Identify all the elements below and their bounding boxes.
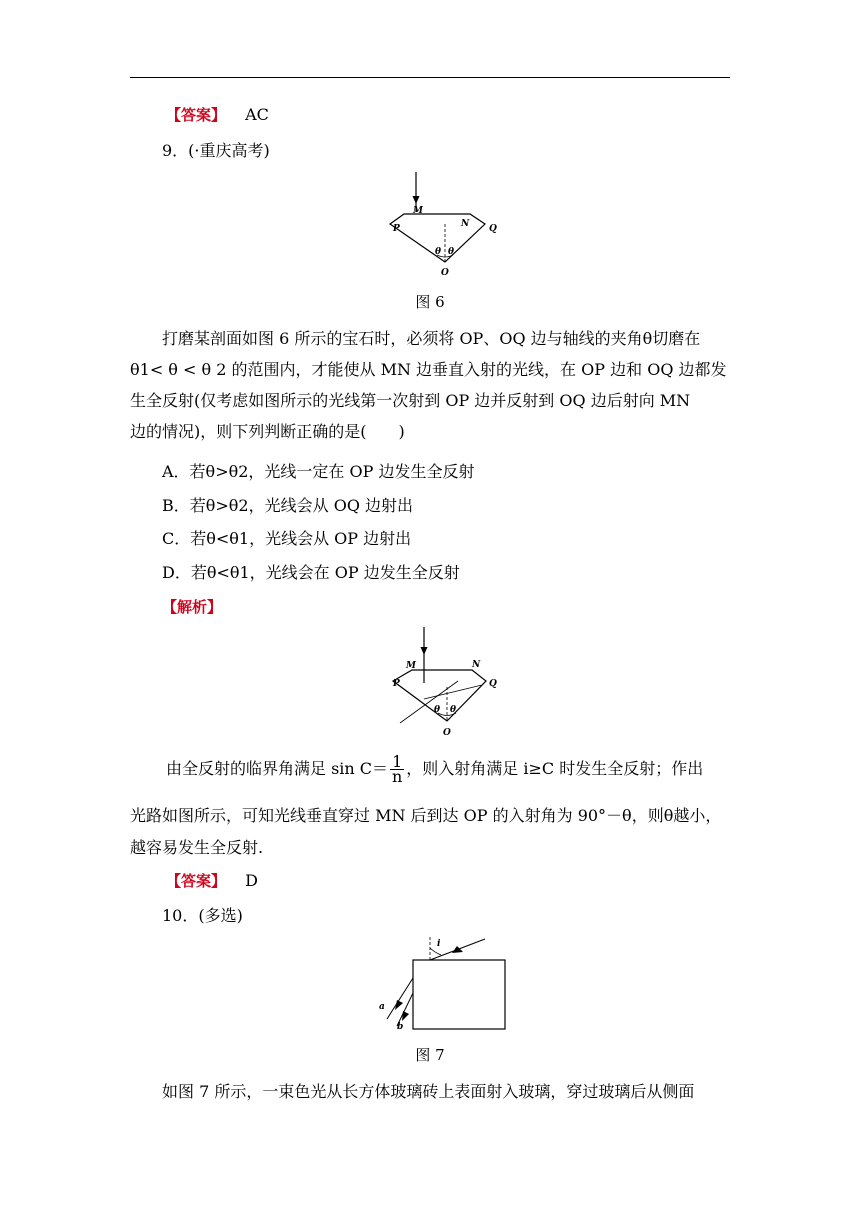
analysis-line-2: 光路如图所示，可知光线垂直穿过 MN 后到达 OP 的入射角为 90°－θ，则θ越小，: [130, 806, 722, 825]
analysis-heading: [130, 595, 762, 619]
q9-stem-1: 打磨某剖面如图 6 所示的宝石时，必须将 OP、OQ 边与轴线的夹角θ切磨在: [162, 329, 701, 348]
answer-line-9: [130, 869, 730, 893]
label-N: N: [461, 219, 470, 229]
label-b: b: [397, 1022, 404, 1032]
q10-stem-1: 如图 7 所示，一束色光从长方体玻璃砖上表面射入玻璃，穿过玻璃后从侧面: [162, 1082, 695, 1101]
analysis-label-Q: Q: [489, 679, 497, 689]
fraction-1-over-n: [390, 752, 404, 786]
question-10-title: 10．(多选): [162, 906, 243, 925]
analysis-label-O: O: [443, 728, 451, 738]
analysis-line-3: 越容易发生全反射.: [130, 838, 264, 857]
answer-value-9: D: [245, 871, 258, 890]
label-theta-left: θ: [435, 247, 442, 257]
q9-option-b: B．若θ>θ2，光线会从 OQ 边射出: [162, 496, 414, 515]
analysis-label-N: N: [472, 660, 481, 670]
answer-label: 【答案】: [166, 106, 227, 124]
q9-option-a: A．若θ>θ2，光线一定在 OP 边发生全反射: [162, 462, 475, 481]
label-Q: Q: [489, 224, 497, 234]
label-theta-right: θ: [448, 247, 455, 257]
label-P: P: [393, 224, 400, 234]
figure-7-glass-block-diagram: [375, 933, 515, 1033]
analysis-label: 【解析】: [162, 598, 223, 616]
fraction-numerator: 1: [392, 752, 403, 771]
analysis-label-theta-right: θ: [450, 705, 457, 715]
answer-line-8: [130, 103, 730, 127]
fraction-denominator: n: [392, 767, 403, 786]
figure-6-caption: 图 6: [415, 293, 445, 311]
q9-stem-2: θ1< θ < θ 2 的范围内，才能使从 MN 边垂直入射的光线，在 OP 边和 OQ 边都发: [130, 360, 727, 379]
answer-value: AC: [245, 105, 269, 124]
analysis-light-path-diagram: [380, 625, 510, 740]
q9-stem-3: 生全反射(仅考虑如图所示的光线第一次射到 OP 边并反射到 OQ 边后射向 MN: [130, 391, 691, 410]
analysis-line-1b: ，则入射角满足 i≥C 时发生全反射；作出: [406, 759, 704, 778]
answer-label-9: 【答案】: [166, 872, 227, 890]
analysis-line-1a: 由全反射的临界角满足 sin C＝: [166, 759, 389, 778]
label-M: M: [413, 206, 423, 216]
q9-stem-4: 边的情况)，则下列判断正确的是( ): [130, 422, 405, 441]
analysis-label-M: M: [406, 661, 416, 671]
figure-6-gem-diagram: [380, 170, 510, 280]
analysis-label-P: P: [393, 679, 400, 689]
header-rule: [130, 77, 730, 78]
q9-option-d: D．若θ<θ1，光线会在 OP 边发生全反射: [162, 563, 460, 582]
analysis-label-theta-left: θ: [434, 705, 441, 715]
analysis-line-1: [130, 753, 730, 784]
q9-option-c: C．若θ<θ1，光线会从 OP 边射出: [162, 529, 412, 548]
question-9-title: 9．(·重庆高考): [162, 141, 270, 160]
label-a: a: [379, 1002, 385, 1012]
label-O: O: [441, 268, 449, 278]
label-i: i: [437, 939, 441, 949]
figure-7-caption: 图 7: [415, 1046, 445, 1064]
